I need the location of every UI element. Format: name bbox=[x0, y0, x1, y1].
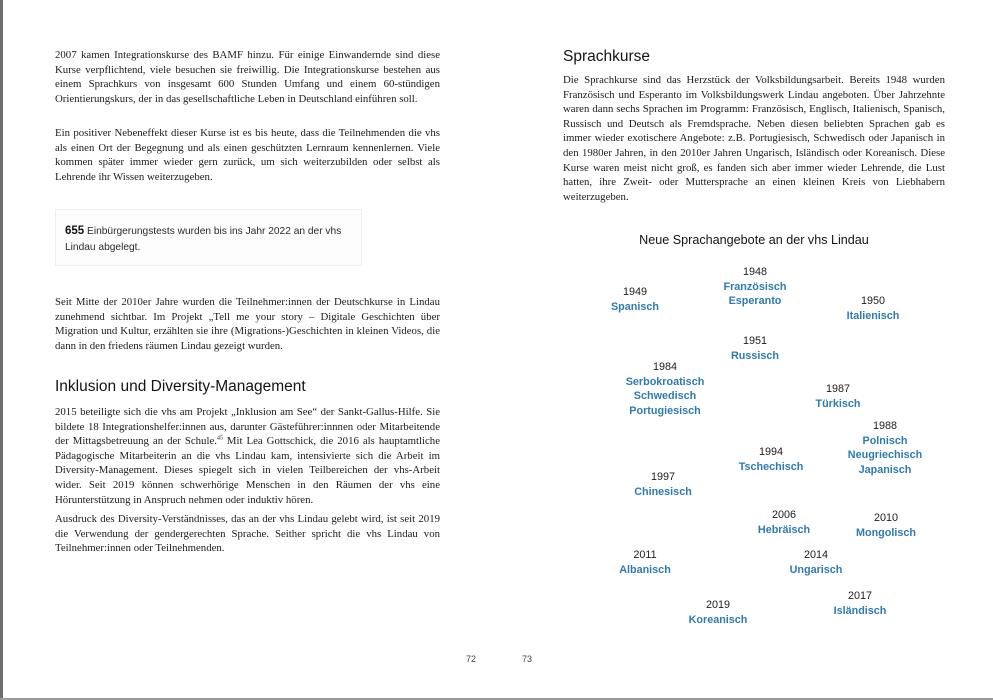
language-year: 1984 bbox=[652, 361, 678, 373]
language-entry-1951 bbox=[690, 334, 820, 363]
language-year: 1988 bbox=[872, 420, 898, 432]
language-year: 1987 bbox=[825, 383, 851, 395]
language-name: Koreanisch bbox=[688, 613, 748, 626]
language-name: Isländisch bbox=[833, 604, 887, 617]
language-year: 2006 bbox=[771, 509, 797, 521]
language-name: Portugiesisch bbox=[629, 404, 701, 417]
language-year: 2010 bbox=[873, 512, 899, 524]
stat-description: Einbürgerungstests wurden bis ins Jahr 2022 an der vhs Lindau abgelegt. bbox=[65, 226, 342, 253]
language-entry-2017 bbox=[795, 589, 925, 618]
language-year: 2014 bbox=[803, 549, 829, 561]
language-name: Hebräisch bbox=[757, 523, 811, 536]
language-year: 1949 bbox=[622, 286, 648, 298]
page-number-right: 73 bbox=[522, 654, 533, 664]
language-year: 1948 bbox=[742, 266, 768, 278]
language-timeline-title: Neue Sprachangebote an der vhs Lindau bbox=[639, 233, 869, 247]
language-name: Albanisch bbox=[619, 563, 671, 576]
paragraph-nebeneffekt: Ein positiver Nebeneffekt dieser Kurse ist es bis heute, dass die Teilnehmenden die vhs als einen Ort der Begegnung und als einen geschützten Lernraum kennenlernen. Viele kommen später immer wieder gern zurück, um sich weiterzubilden oder selbst als Lehrende ihr Wissen weiterzugeben. bbox=[55, 127, 440, 183]
paragraph-inklusion-am-see bbox=[55, 405, 440, 507]
language-name: Französisch bbox=[723, 280, 787, 293]
language-name: Tschechisch bbox=[738, 460, 804, 473]
language-entry-1997 bbox=[598, 470, 728, 499]
language-year: 1950 bbox=[860, 295, 886, 307]
language-name: Spanisch bbox=[610, 300, 659, 313]
language-entry-2014 bbox=[751, 548, 881, 577]
paragraph-integrationskurse: 2007 kamen Integrationskurse des BAMF hinzu. Für einige Einwandernde sind diese Kurse verpflichtend, viele besuchen sie freiwillig. Die Integrationskurse bestehen aus einem Sprachkurs von insgesamt 600 Stunden Umfang und einem 60-stündigen Orientierungskurs, der in das gesellschaftliche Leben in Deutschland einführen soll. bbox=[55, 49, 440, 105]
language-year: 1994 bbox=[758, 446, 784, 458]
language-name: Schwedisch bbox=[633, 390, 697, 402]
language-name: Ungarisch bbox=[789, 563, 843, 576]
language-year: 1997 bbox=[650, 471, 676, 483]
footnote-marker: 45 bbox=[216, 435, 223, 442]
language-entry-2011 bbox=[580, 548, 710, 577]
language-entry-1950 bbox=[808, 294, 938, 323]
language-name: Neugriechisch bbox=[847, 449, 923, 461]
language-name: Japanisch bbox=[858, 463, 912, 476]
stat-number: 655 bbox=[65, 225, 85, 237]
language-name: Russisch bbox=[730, 349, 779, 362]
paragraph-inklusion-text-a: 2015 beteiligte sich die vhs am Projekt „Inklusion am See“ der Sankt-Gallus-Hilfe. Sie bildete 18 Integrationshelfer:innen aus, darunter Gästeführer:innnen oder Mitarbeitende der Mittagsbetreuung an der Schule. bbox=[55, 406, 440, 448]
left-edge-shadow bbox=[0, 0, 3, 700]
paragraph-tell-me-your-story: Seit Mitte der 2010er Jahre wurden die Teilnehmer:innen der Deutschkurse in Lindau zunehmend sichtbar. Im Projekt „Tell me your story – Digitale Geschichten über Migration und Kultur, erzählten sie ihre (Migrations-)Geschichten in kleinen Videos, die dann in den friedens räumen Lindau gezeigt wurden. bbox=[55, 296, 440, 352]
language-entry-1949 bbox=[570, 285, 700, 314]
section-heading-inklusion: Inklusion und Diversity-Management bbox=[55, 378, 306, 395]
stat-callout-box bbox=[55, 209, 362, 266]
language-entry-2019 bbox=[653, 598, 783, 627]
language-name: Türkisch bbox=[815, 397, 861, 410]
language-name: Serbokroatisch bbox=[625, 375, 705, 388]
language-entry-1948 bbox=[690, 265, 820, 309]
language-name: Esperanto bbox=[728, 295, 782, 307]
language-year: 2017 bbox=[847, 590, 873, 602]
language-year: 2011 bbox=[633, 549, 657, 561]
paragraph-inklusion-text-b: Mit Lea Gottschick, die 2016 als hauptamtliche Pädagogische Mitarbeiterin an die vhs Lindau kam, intensivierte sich die Arbeit im Diversity-Management. Dieses spiegelt sich in vielen Teilbereichen der vhs-Arbeit wider. Seit 2019 können schwerhörige Menschen in den Räumen der vhs eine Hörunterstützung in Anspruch nehmen oder induktiv hören. bbox=[55, 435, 440, 506]
language-entry-1987 bbox=[773, 382, 903, 411]
language-entry-1984 bbox=[600, 360, 730, 418]
language-year: 1951 bbox=[742, 335, 768, 347]
section-heading-sprachkurse: Sprachkurse bbox=[563, 48, 651, 65]
paragraph-sprachkurse: Die Sprachkurse sind das Herzstück der Volksbildungsarbeit. Bereits 1948 wurden Französisch und Esperanto im Volksbildungswerk Lindau angeboten. Über Jahrzehnte waren dann sechs Sprachen im Programm: Französisch, Englisch, Italienisch, Spanisch, Russisch und Deutsch als Fremdsprache. Neben diesen beliebten Sprachen gab es immer wieder exotischere Angebote: z.B. Portugiesisch, Schwedisch oder Japanisch in den 1980er Jahren, in den 2010er Jahren Ungarisch, Isländisch oder Koreanisch. Diese Kurse waren meist nicht groß, es fanden sich aber immer wieder Lehrende, die Lust hatten, ihre Zweit- oder Muttersprache an einen kleinen Kreis von Liebhabern weiterzugeben. bbox=[563, 74, 945, 203]
language-name: Mongolisch bbox=[856, 526, 916, 539]
stat-callout-text bbox=[65, 224, 355, 255]
language-entry-1988 bbox=[820, 419, 950, 477]
language-name: Polnisch bbox=[862, 434, 908, 447]
paragraph-diversity-verstaendnis: Ausdruck des Diversity-Verständnisses, das an der vhs Lindau gelebt wird, ist seit 2019 die Verwendung der gendergerechten Sprache. Seither spricht die vhs Lindau von Teilnehmer:innen oder Teilnehmenden. bbox=[55, 513, 440, 555]
language-entry-2010 bbox=[821, 511, 951, 540]
language-name: Chinesisch bbox=[634, 485, 692, 498]
page-number-left: 72 bbox=[466, 654, 477, 664]
language-name: Italienisch bbox=[846, 309, 900, 322]
language-year: 2019 bbox=[705, 599, 731, 611]
